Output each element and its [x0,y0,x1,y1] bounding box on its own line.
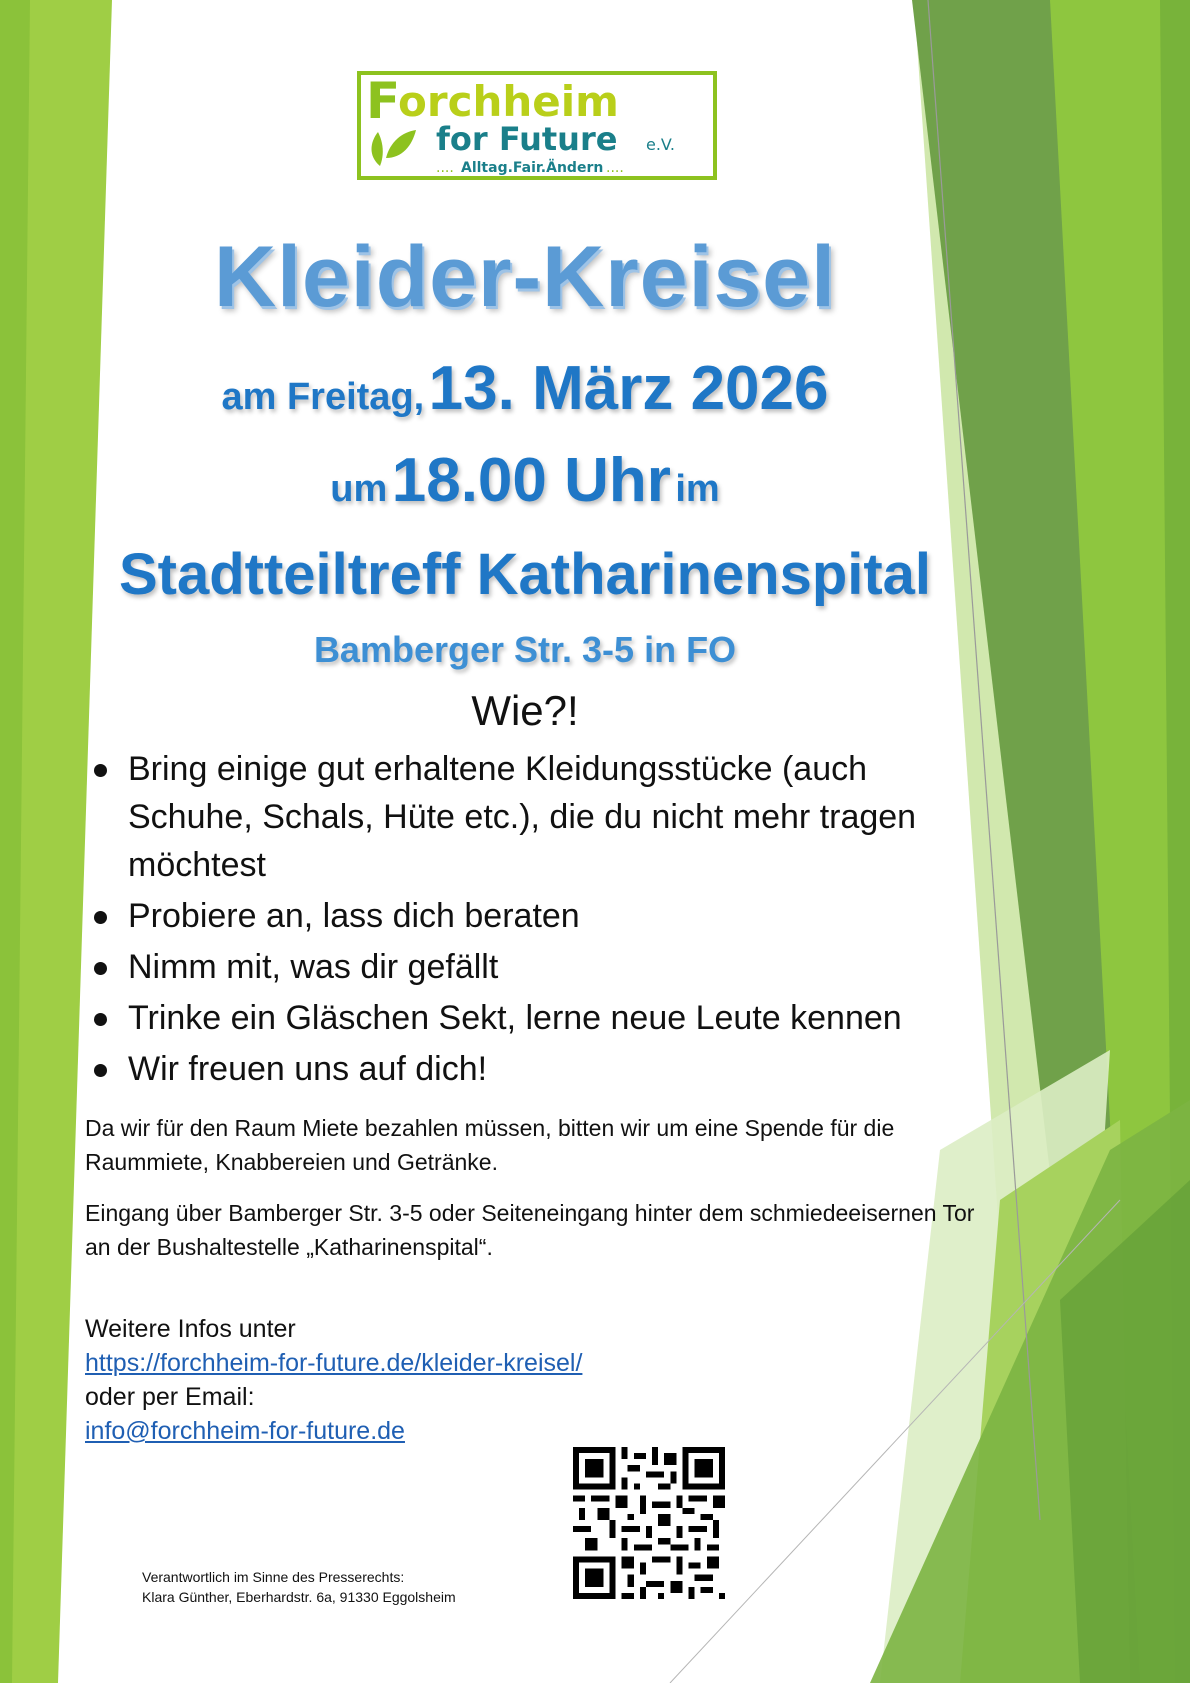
email-intro: oder per Email: [85,1383,255,1411]
info-intro: Weitere Infos unter [85,1315,296,1343]
list-item [84,994,964,1042]
list-item-text: Bring einige gut erhaltene Kleidungsstücke (auch Schuhe, Schals, Hüte etc.), die du nicht mehr tragen möchtest [128,750,917,884]
qr-code[interactable] [573,1447,725,1599]
contact-info [85,1312,785,1448]
bullet-icon [94,1064,107,1077]
website-link[interactable]: https://forchheim-for-future.de/kleider-kreisel/ [85,1349,583,1377]
bullet-icon [94,764,107,777]
list-item [84,943,964,991]
event-title: Kleider-Kreisel [213,229,837,325]
email-link[interactable]: info@forchheim-for-future.de [85,1417,405,1445]
event-time-line [0,436,1050,542]
press-imprint [142,1567,456,1607]
event-date-line [0,344,1050,450]
event-venue: Stadtteiltreff Katharinenspital [118,542,932,607]
logo-tagline: Alltag.Fair.Ändern [461,160,604,176]
bullet-icon [94,1013,107,1026]
list-item [84,745,964,889]
logo-name: orchheim [398,77,619,126]
entrance-note: Eingang über Bamberger Str. 3-5 oder Seiteneingang hinter dem schmiedeeisernen Tor an der Bushaltestelle „Katharinenspital“. [85,1200,975,1260]
logo-subname: for Future [436,120,618,158]
date-prefix: am Freitag, [221,376,425,418]
how-list [84,745,964,1096]
event-time: 18.00 Uhr [391,446,671,515]
time-prefix: um [330,468,388,510]
list-item-text: Wir freuen uns auf dich! [128,1050,488,1088]
forchheim-for-future-logo [356,70,718,182]
time-suffix: im [675,468,720,510]
bullet-icon [94,911,107,924]
donation-note: Da wir für den Raum Miete bezahlen müssen, bitten wir um eine Spende für die Raummiete, Knabbereien und Getränke. [85,1115,895,1175]
imprint-line-2: Klara Günther, Eberhardstr. 6a, 91330 Eggolsheim [142,1589,456,1605]
how-heading: Wie?! [471,687,579,734]
event-date: 13. März 2026 [428,354,829,423]
list-item-text: Nimm mit, was dir gefällt [128,948,499,986]
list-item [84,1045,964,1093]
imprint-line-1: Verantwortlich im Sinne des Presserechts: [142,1569,405,1585]
list-item [84,892,964,940]
list-item-text: Probiere an, lass dich beraten [128,897,580,935]
svg-text:....: .... [606,160,624,176]
svg-text:....: .... [436,160,454,176]
event-address: Bamberger Str. 3-5 in FO [313,629,737,670]
logo-suffix: e.V. [646,135,675,154]
logo-f-letter: F [366,72,401,130]
list-item-text: Trinke ein Gläschen Sekt, lerne neue Leute kennen [128,999,902,1037]
bullet-icon [94,962,107,975]
